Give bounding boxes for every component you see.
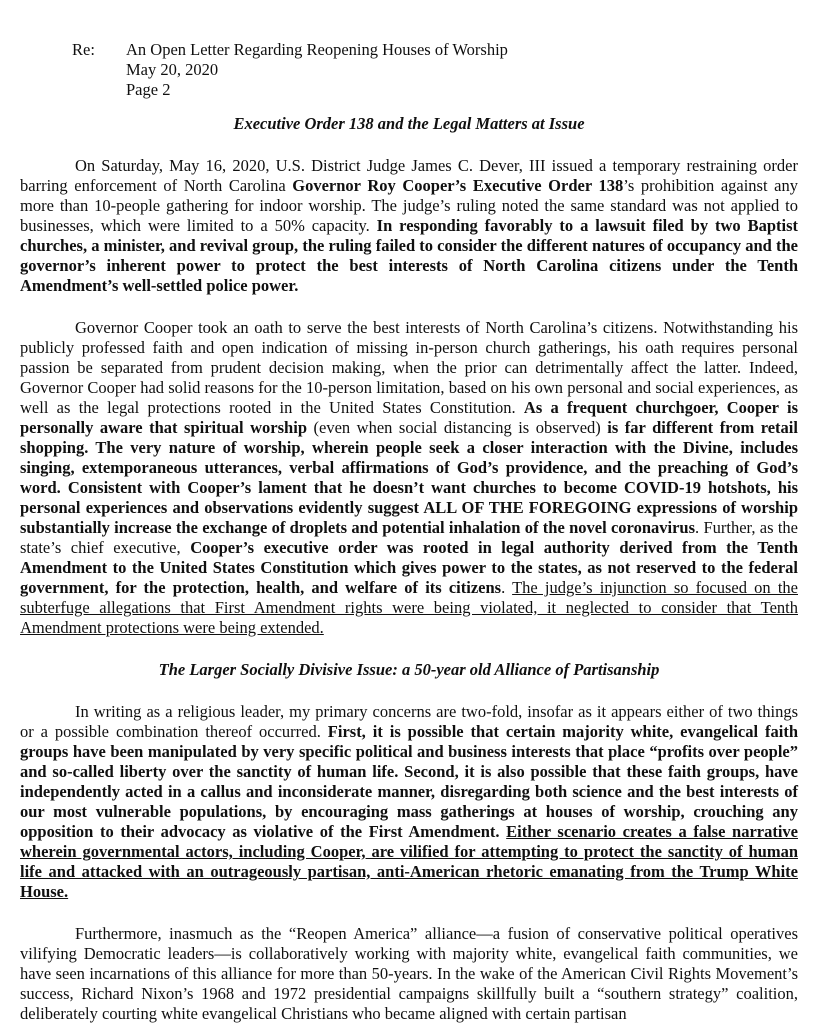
date-line: May 20, 2020: [126, 60, 219, 79]
text-run: The judge’s injunction so focused on the subterfuge allegations that First Amendment rights were being violated, it neglected to consider that Tenth Amendment protections were being extended.: [20, 578, 798, 637]
text-run: In responding favorably to a lawsuit filed by two Baptist churches, a minister, and revival group, the ruling failed to consider the different natures of occupancy and the governor’s inherent power to protect the best interests of North Carolina citizens under the Tenth Amendment’s well-settled police power.: [20, 216, 798, 295]
re-lines: [126, 40, 508, 100]
paragraph-reopen-america: [20, 924, 798, 1024]
text-run: On Saturday, May 16, 2020, U.S. District Judge James C. Dever, III issued a temporary restraining order barring enforcement of North Carolina: [20, 156, 798, 195]
re-label: Re:: [72, 40, 95, 59]
section-heading-divisive-issue: The Larger Socially Divisive Issue: a 50-year old Alliance of Partisanship: [158, 660, 660, 679]
text-run: is far different from retail shopping. The very nature of worship, wherein people seek a closer interaction with the Divine, includes singing, extemporaneous utterances, verbal affirmations of God’s providence, and the preaching of God’s word. Consistent with Cooper’s lament that he doesn’t want churches to become COVID-19 hotshots, his personal experiences and observations evidently suggest ALL OF THE FOREGOING expressions of worship substantially increase the exchange of droplets and potential inhalation of the novel coronavirus: [20, 418, 798, 537]
text-run: . Further, as the state’s chief executive,: [20, 518, 798, 557]
text-run: ’s prohibition against any more than 10-people gathering for indoor worship. The judge’s ruling noted the same standard was not applied to businesses, which were limited to a 50% capacity.: [20, 176, 798, 235]
text-run: Governor Cooper took an oath to serve the best interests of North Carolina’s citizens. Notwithstanding his publicly professed faith and open indication of missing in-person church gatherings, his oath requires personal passion be separated from prudent decision making, when the prior can detrimentally affect the latter. Indeed, Governor Cooper had solid reasons for the 10-person limitation, based on his own personal and social experiences, as well as the legal protections rooted in the United States Constitution.: [20, 318, 798, 417]
paragraph-cooper-oath: [20, 318, 798, 638]
text-run: Governor Roy Cooper’s Executive Order 138: [292, 176, 624, 195]
page-number-line: Page 2: [126, 80, 171, 99]
text-run: First, it is possible that certain majority white, evangelical faith groups have been manipulated by very specific political and business interests that place “profits over people” and so-called liberty over the sanctity of human life. Second, it is also possible that these faith groups, have independently acted in a callus and inconsiderate manner, disregarding both science and the best interests of our most vulnerable populations, by encouraging mass gatherings at houses of worship, crouching any opposition to their advocacy as violative of the First Amendment.: [20, 722, 798, 841]
paragraph-restraining-order: [20, 156, 798, 296]
text-run: As a frequent churchgoer, Cooper is personally aware that spiritual worship: [20, 398, 798, 437]
text-run: .: [501, 578, 513, 597]
text-run: Furthermore, inasmuch as the “Reopen America” alliance—a fusion of conservative political operatives vilifying Democratic leaders—is collaboratively working with majority white, evangelical faith communities, we have seen incarnations of this alliance for more than 50-years. In the wake of the American Civil Rights Movement’s success, Richard Nixon’s 1968 and 1972 presidential campaigns skillfully built a “southern strategy” coalition, deliberately courting white evangelical Christians who became aligned with certain partisan: [20, 924, 798, 1023]
text-run: (even when social distancing is observed): [313, 418, 608, 437]
paragraph-two-concerns: [20, 702, 798, 902]
section-heading-executive-order: Executive Order 138 and the Legal Matters at Issue: [233, 114, 585, 133]
subject-line: An Open Letter Regarding Reopening Houses of Worship: [126, 40, 508, 59]
text-run: In writing as a religious leader, my primary concerns are two-fold, insofar as it appears either of two things or a possible combination thereof occurred.: [20, 702, 798, 741]
re-block: [72, 40, 798, 100]
text-run: Either scenario creates a false narrative wherein governmental actors, including Cooper, are vilified for attempting to protect the sanctity of human life and attacked with an outrageously partisan, anti-American rhetoric emanating from the Trump White House.: [20, 822, 798, 901]
text-run: Cooper’s executive order was rooted in legal authority derived from the Tenth Amendment to the United States Constitution which gives power to the states, as not reserved to the federal government, for the protection, health, and welfare of its citizens: [20, 538, 798, 597]
